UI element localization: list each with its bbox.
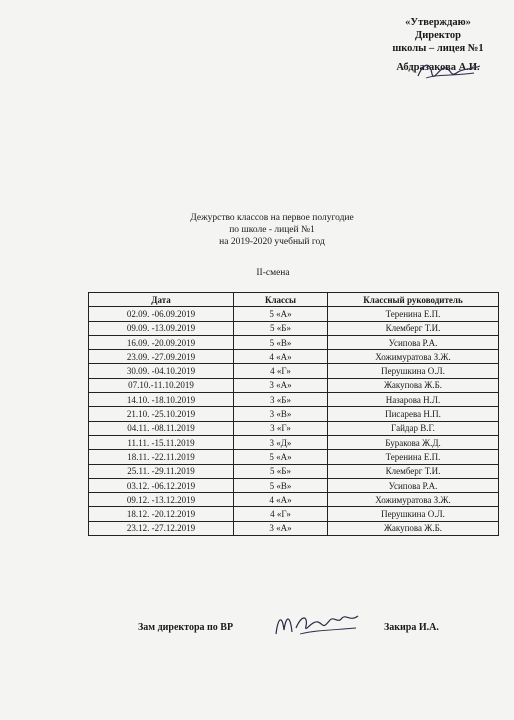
cell-class: 5 «Б» xyxy=(234,321,328,335)
approval-director-name: Абдразакова А.И. xyxy=(396,62,480,73)
cell-date: 09.09. -13.09.2019 xyxy=(89,321,234,335)
table-row xyxy=(89,521,499,535)
cell-teacher: Перушкина О.Л. xyxy=(328,364,499,378)
cell-teacher: Теренина Е.П. xyxy=(328,307,499,321)
cell-class: 3 «Д» xyxy=(234,435,328,449)
cell-class: 3 «А» xyxy=(234,378,328,392)
cell-date: 14.10. -18.10.2019 xyxy=(89,393,234,407)
table-row xyxy=(89,407,499,421)
table-row xyxy=(89,364,499,378)
cell-date: 18.12. -20.12.2019 xyxy=(89,507,234,521)
cell-date: 02.09. -06.09.2019 xyxy=(89,307,234,321)
table-row xyxy=(89,393,499,407)
cell-date: 04.11. -08.11.2019 xyxy=(89,421,234,435)
signatory-position: Зам директора по ВР xyxy=(138,622,234,633)
cell-class: 5 «В» xyxy=(234,335,328,349)
cell-class: 4 «А» xyxy=(234,350,328,364)
table-row xyxy=(89,450,499,464)
cell-teacher: Буракова Ж.Д. xyxy=(328,435,499,449)
title-line-1: Дежурство классов на первое полугодие xyxy=(190,213,354,223)
cell-teacher: Теренина Е.П. xyxy=(328,450,499,464)
table-row xyxy=(89,321,499,335)
cell-teacher: Жакупова Ж.Б. xyxy=(328,521,499,535)
table-row xyxy=(89,378,499,392)
cell-teacher: Хожимуратова З.Ж. xyxy=(328,350,499,364)
cell-teacher: Усипова Р.А. xyxy=(328,335,499,349)
approval-heading: «Утверждаю» xyxy=(405,17,471,28)
title-line-3: на 2019-2020 учебный год xyxy=(219,237,325,247)
cell-teacher: Перушкина О.Л. xyxy=(328,507,499,521)
cell-teacher: Назарова Н.Л. xyxy=(328,393,499,407)
table-row xyxy=(89,307,499,321)
header-teacher: Классный руководитель xyxy=(328,293,499,307)
table-row xyxy=(89,350,499,364)
cell-class: 3 «Б» xyxy=(234,393,328,407)
header-classes: Классы xyxy=(234,293,328,307)
table-row xyxy=(89,478,499,492)
table-row xyxy=(89,507,499,521)
table-row xyxy=(89,435,499,449)
cell-teacher: Жакупова Ж.Б. xyxy=(328,378,499,392)
header-date: Дата xyxy=(89,293,234,307)
signatory-name: Закира И.А. xyxy=(384,622,439,633)
cell-class: 4 «Г» xyxy=(234,507,328,521)
cell-teacher: Писарева Н.П. xyxy=(328,407,499,421)
approval-position: Директор xyxy=(415,30,461,41)
cell-date: 23.09. -27.09.2019 xyxy=(89,350,234,364)
cell-class: 3 «А» xyxy=(234,521,328,535)
duty-schedule-table xyxy=(88,292,499,536)
cell-teacher: Клемберг Т.И. xyxy=(328,464,499,478)
cell-class: 3 «В» xyxy=(234,407,328,421)
cell-date: 09.12. -13.12.2019 xyxy=(89,493,234,507)
cell-date: 03.12. -06.12.2019 xyxy=(89,478,234,492)
cell-class: 5 «В» xyxy=(234,478,328,492)
cell-date: 23.12. -27.12.2019 xyxy=(89,521,234,535)
document-title xyxy=(0,212,514,248)
cell-date: 30.09. -04.10.2019 xyxy=(89,364,234,378)
cell-class: 5 «А» xyxy=(234,307,328,321)
cell-date: 16.09. -20.09.2019 xyxy=(89,335,234,349)
deputy-signature xyxy=(272,608,364,640)
cell-class: 4 «А» xyxy=(234,493,328,507)
cell-class: 5 «Б» xyxy=(234,464,328,478)
cell-date: 07.10.-11.10.2019 xyxy=(89,378,234,392)
cell-teacher: Гайдар В.Г. xyxy=(328,421,499,435)
cell-date: 11.11. -15.11.2019 xyxy=(89,435,234,449)
shift-label: II-смена xyxy=(256,268,290,278)
cell-class: 5 «А» xyxy=(234,450,328,464)
cell-teacher: Клемберг Т.И. xyxy=(328,321,499,335)
cell-date: 25.11. -29.11.2019 xyxy=(89,464,234,478)
table-row xyxy=(89,464,499,478)
director-signature xyxy=(414,58,484,84)
cell-class: 3 «Г» xyxy=(234,421,328,435)
cell-class: 4 «Г» xyxy=(234,364,328,378)
cell-teacher: Усипова Р.А. xyxy=(328,478,499,492)
cell-teacher: Хожимуратова З.Ж. xyxy=(328,493,499,507)
table-row xyxy=(89,335,499,349)
table-header-row xyxy=(89,293,499,307)
approval-organization: школы – лицея №1 xyxy=(392,43,484,54)
cell-date: 21.10. -25.10.2019 xyxy=(89,407,234,421)
table-row xyxy=(89,493,499,507)
cell-date: 18.11. -22.11.2019 xyxy=(89,450,234,464)
title-line-2: по школе - лицей №1 xyxy=(229,225,315,235)
table-row xyxy=(89,421,499,435)
